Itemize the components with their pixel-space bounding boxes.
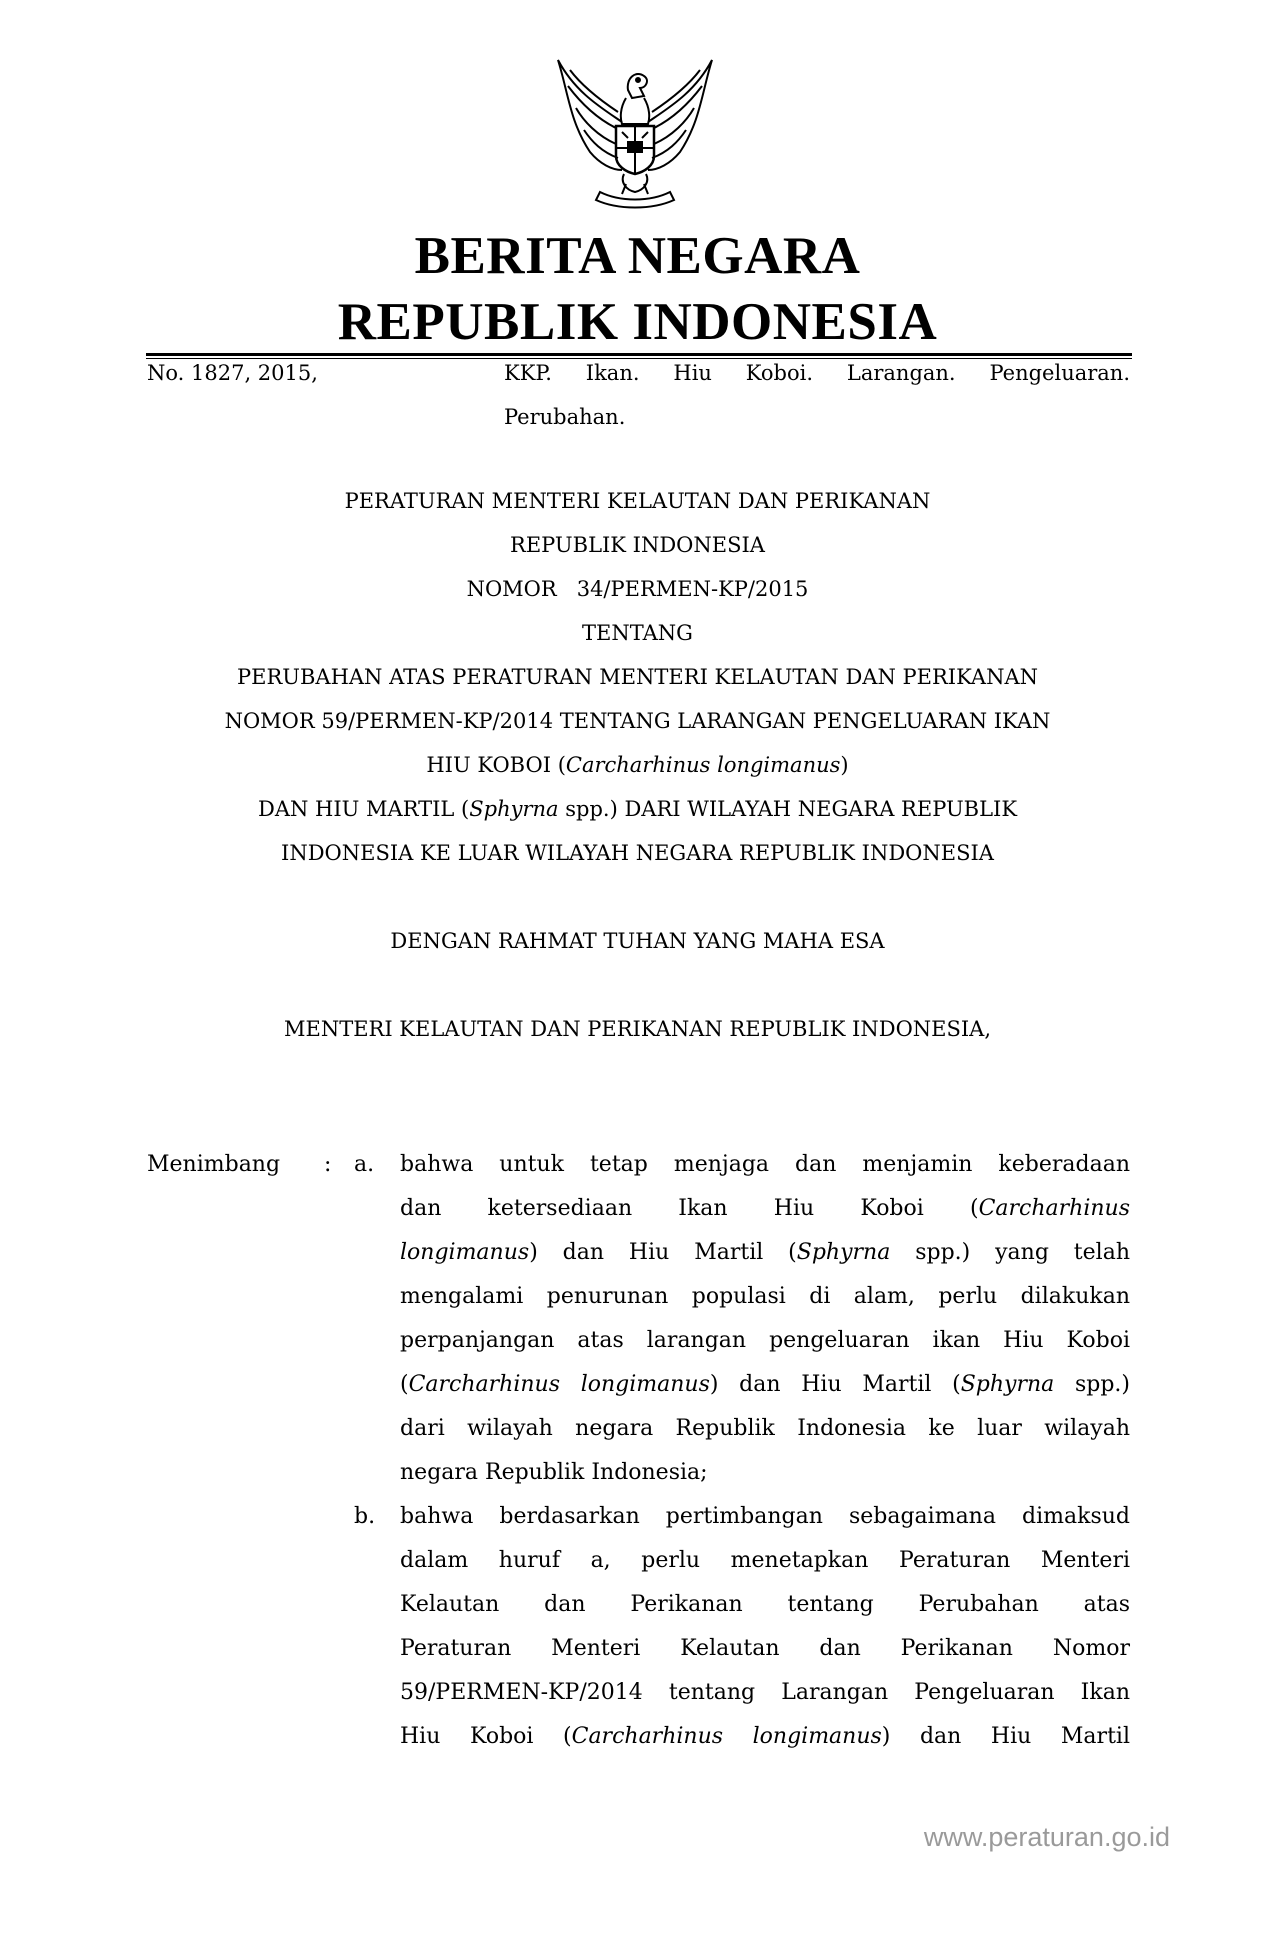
considering-item-line: dari wilayah negara Republik Indonesia ke luar wilayah xyxy=(400,1416,1130,1441)
gazette-number: No. 1827, 2015, xyxy=(147,361,318,385)
regulation-subject-line: DAN HIU MARTIL (Sphyrna spp.) DARI WILAYAH NEGARA REPUBLIK xyxy=(257,797,1018,821)
considering-item-line: dan ketersediaan Ikan Hiu Koboi (Carcharhinus xyxy=(400,1196,1130,1221)
authority: MENTERI KELAUTAN DAN PERIKANAN REPUBLIK INDONESIA, xyxy=(283,1017,992,1041)
regulation-subject-line: HIU KOBOI (Carcharhinus longimanus) xyxy=(426,753,849,777)
considering-item-line: (Carcharhinus longimanus) dan Hiu Martil (Sphyrna spp.) xyxy=(400,1372,1130,1397)
gazette-tags-continued: Perubahan. xyxy=(504,405,626,429)
footer-url[interactable]: www.peraturan.go.id xyxy=(923,1822,1170,1852)
considering-item-line: Peraturan Menteri Kelautan dan Perikanan Nomor xyxy=(400,1636,1130,1661)
gazette-tags: KKP. Ikan. Hiu Koboi. Larangan. Pengeluaran. xyxy=(504,361,1130,385)
regulation-subject-line: INDONESIA KE LUAR WILAYAH NEGARA REPUBLIK INDONESIA xyxy=(281,841,994,865)
regulation-heading: PERATURAN MENTERI KELAUTAN DAN PERIKANAN xyxy=(344,489,931,513)
considering-colon: : xyxy=(324,1152,332,1177)
regulation-subject-line: PERUBAHAN ATAS PERATURAN MENTERI KELAUTAN DAN PERIKANAN xyxy=(237,665,1038,689)
masthead-title: BERITA NEGARA xyxy=(414,227,861,285)
considering-item-line: perpanjangan atas larangan pengeluaran ikan Hiu Koboi xyxy=(400,1328,1130,1353)
considering-item-line: mengalami penurunan populasi di alam, perlu dilakukan xyxy=(400,1284,1130,1309)
regulation-country: REPUBLIK INDONESIA xyxy=(510,533,765,557)
considering-item-letter: a. xyxy=(354,1152,375,1177)
regulation-number: NOMOR 34/PERMEN-KP/2015 xyxy=(466,577,809,601)
considering-item-line: bahwa untuk tetap menjaga dan menjamin keberadaan xyxy=(400,1152,1130,1177)
masthead-subtitle: REPUBLIK INDONESIA xyxy=(337,293,938,351)
garuda-pancasila-emblem-icon xyxy=(540,52,730,212)
considering-item-letter: b. xyxy=(354,1504,376,1529)
considering-item-line: Kelautan dan Perikanan tentang Perubahan atas xyxy=(400,1592,1130,1617)
considering-item-line: dalam huruf a, perlu menetapkan Peraturan Menteri xyxy=(400,1548,1130,1573)
masthead-divider-thick xyxy=(146,353,1132,356)
considering-item-line: longimanus) dan Hiu Martil (Sphyrna spp.) yang telah xyxy=(400,1240,1130,1265)
regulation-about: TENTANG xyxy=(582,621,693,645)
considering-item-line: 59/PERMEN-KP/2014 tentang Larangan Pengeluaran Ikan xyxy=(400,1680,1130,1705)
invocation: DENGAN RAHMAT TUHAN YANG MAHA ESA xyxy=(390,929,885,953)
considering-item-line: Hiu Koboi (Carcharhinus longimanus) dan Hiu Martil xyxy=(400,1724,1130,1749)
considering-item-line: bahwa berdasarkan pertimbangan sebagaimana dimaksud xyxy=(400,1504,1130,1529)
considering-label: Menimbang xyxy=(147,1152,281,1177)
regulation-subject-line: NOMOR 59/PERMEN-KP/2014 TENTANG LARANGAN PENGELUARAN IKAN xyxy=(224,709,1051,733)
considering-item-line: negara Republik Indonesia; xyxy=(400,1460,708,1485)
